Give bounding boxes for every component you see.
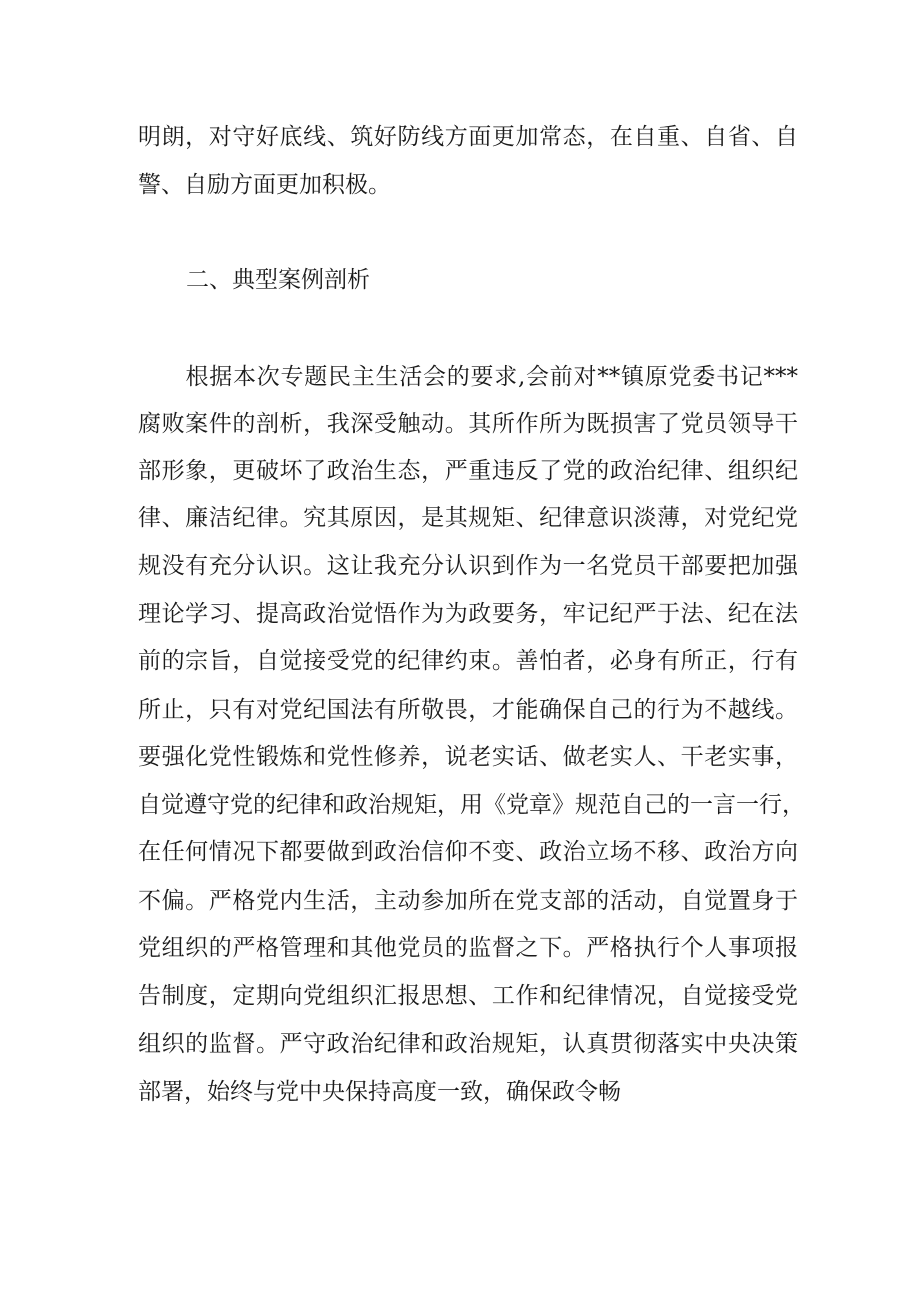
para2-line-10: 自觉遵守党的纪律和政治规矩，用《党章》规范自己的一言一行， xyxy=(138,792,805,818)
para2-line-16: 部署，始终与党中央保持高度一致，确保政令畅 xyxy=(138,1079,621,1105)
para2-line-5: 规没有充分认识。这让我充分认识到作为一名党员干部要把加强 xyxy=(138,553,798,579)
para2-line-3: 部形象，更破坏了政治生态，严重违反了党的政治纪律、组织纪 xyxy=(138,458,798,484)
para2-line-14: 告制度，定期向党组织汇报思想、工作和纪律情况，自觉接受党 xyxy=(138,983,798,1009)
para1-line-1: 明朗，对守好底线、筑好防线方面更加常态，在自重、自省、自 xyxy=(138,124,798,150)
para2-line-6: 理论学习、提高政治觉悟作为为政要务，牢记纪严于法、纪在法 xyxy=(138,601,798,627)
para2-line-1: 根据本次专题民主生活会的要求,会前对**镇原党委书记*** xyxy=(138,364,798,390)
section-heading: 二、典型案例剖析 xyxy=(186,267,370,293)
para2-line-4: 律、廉洁纪律。究其原因，是其规矩、纪律意识淡薄，对党纪党 xyxy=(138,505,798,531)
para2-line-11: 在任何情况下都要做到政治信仰不变、政治立场不移、政治方向 xyxy=(138,839,798,865)
para2-line-7: 前的宗旨，自觉接受党的纪律约束。善怕者，必身有所正，行有 xyxy=(138,648,798,674)
para2-line-9: 要强化党性锻炼和党性修养，说老实话、做老实人、干老实事， xyxy=(138,744,798,770)
para2-line-15: 组织的监督。严守政治纪律和政治规矩，认真贯彻落实中央决策 xyxy=(138,1031,798,1057)
para2-line-2: 腐败案件的剖析，我深受触动。其所作所为既损害了党员领导干 xyxy=(138,411,798,437)
para1-line-2: 警、自励方面更加积极。 xyxy=(138,172,391,198)
para2-line-13: 党组织的严格管理和其他党员的监督之下。严格执行个人事项报 xyxy=(138,935,798,961)
para2-line-8: 所止，只有对党纪国法有所敬畏，才能确保自己的行为不越线。 xyxy=(138,697,798,723)
para2-line-12: 不偏。严格党内生活，主动参加所在党支部的活动，自觉置身于 xyxy=(138,888,798,914)
